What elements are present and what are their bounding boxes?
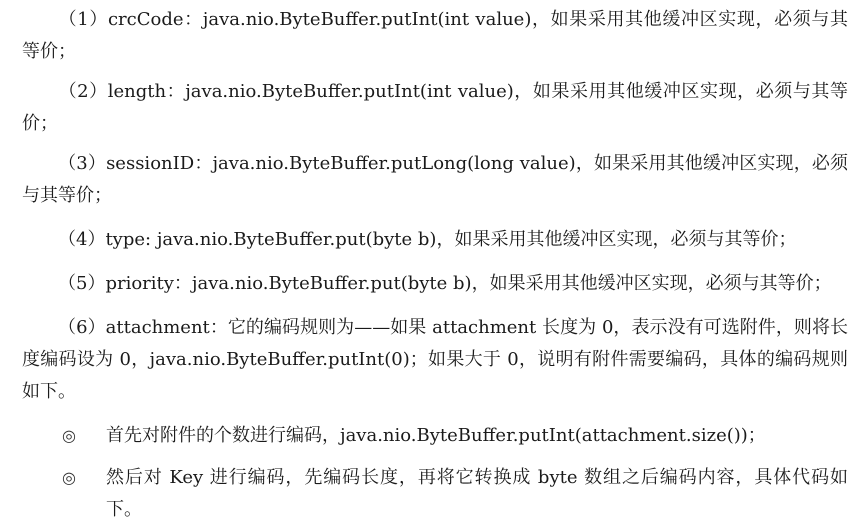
bullet-marker: ◎: [62, 426, 76, 445]
paragraph-text: （4）type: java.nio.ByteBuffer.put(byte b)，如果采用其他缓冲区实现，必须与其等价；: [58, 229, 797, 250]
paragraph-text: （1）crcCode：java.nio.ByteBuffer.putInt(int value)，如果采用其他缓冲区实现，必须与其等价；: [22, 9, 848, 62]
paragraph-text: （6）attachment：它的编码规则为——如果 attachment 长度为 0，表示没有可选附件，则将长度编码设为 0，java.nio.ByteBuffer.putInt(0)；如果大于 0，说明有附件需要编码，具体的编码规则如下。: [22, 317, 848, 402]
paragraph-type: [22, 224, 848, 256]
paragraph-text: （2）length：java.nio.ByteBuffer.putInt(int value)，如果采用其他缓冲区实现，必须与其等价；: [22, 81, 848, 134]
paragraph-length: [22, 76, 848, 140]
bullet-marker: ◎: [62, 468, 76, 487]
bullet-item-text: 首先对附件的个数进行编码，java.nio.ByteBuffer.putInt(attachment.size())；: [106, 425, 766, 446]
paragraph-text: （3）sessionID：java.nio.ByteBuffer.putLong(long value)，如果采用其他缓冲区实现，必须与其等价；: [22, 153, 848, 206]
paragraph-attachment: [22, 312, 848, 408]
paragraph-sessionid: [22, 148, 848, 212]
paragraph-text: （5）priority：java.nio.ByteBuffer.put(byte b)，如果采用其他缓冲区实现，必须与其等价；: [58, 273, 832, 294]
paragraph-crccode: [22, 4, 848, 68]
bullet-item-text: 然后对 Key 进行编码，先编码长度，再将它转换成 byte 数组之后编码内容，具体代码如下。: [106, 467, 848, 520]
paragraph-priority: [22, 268, 848, 300]
